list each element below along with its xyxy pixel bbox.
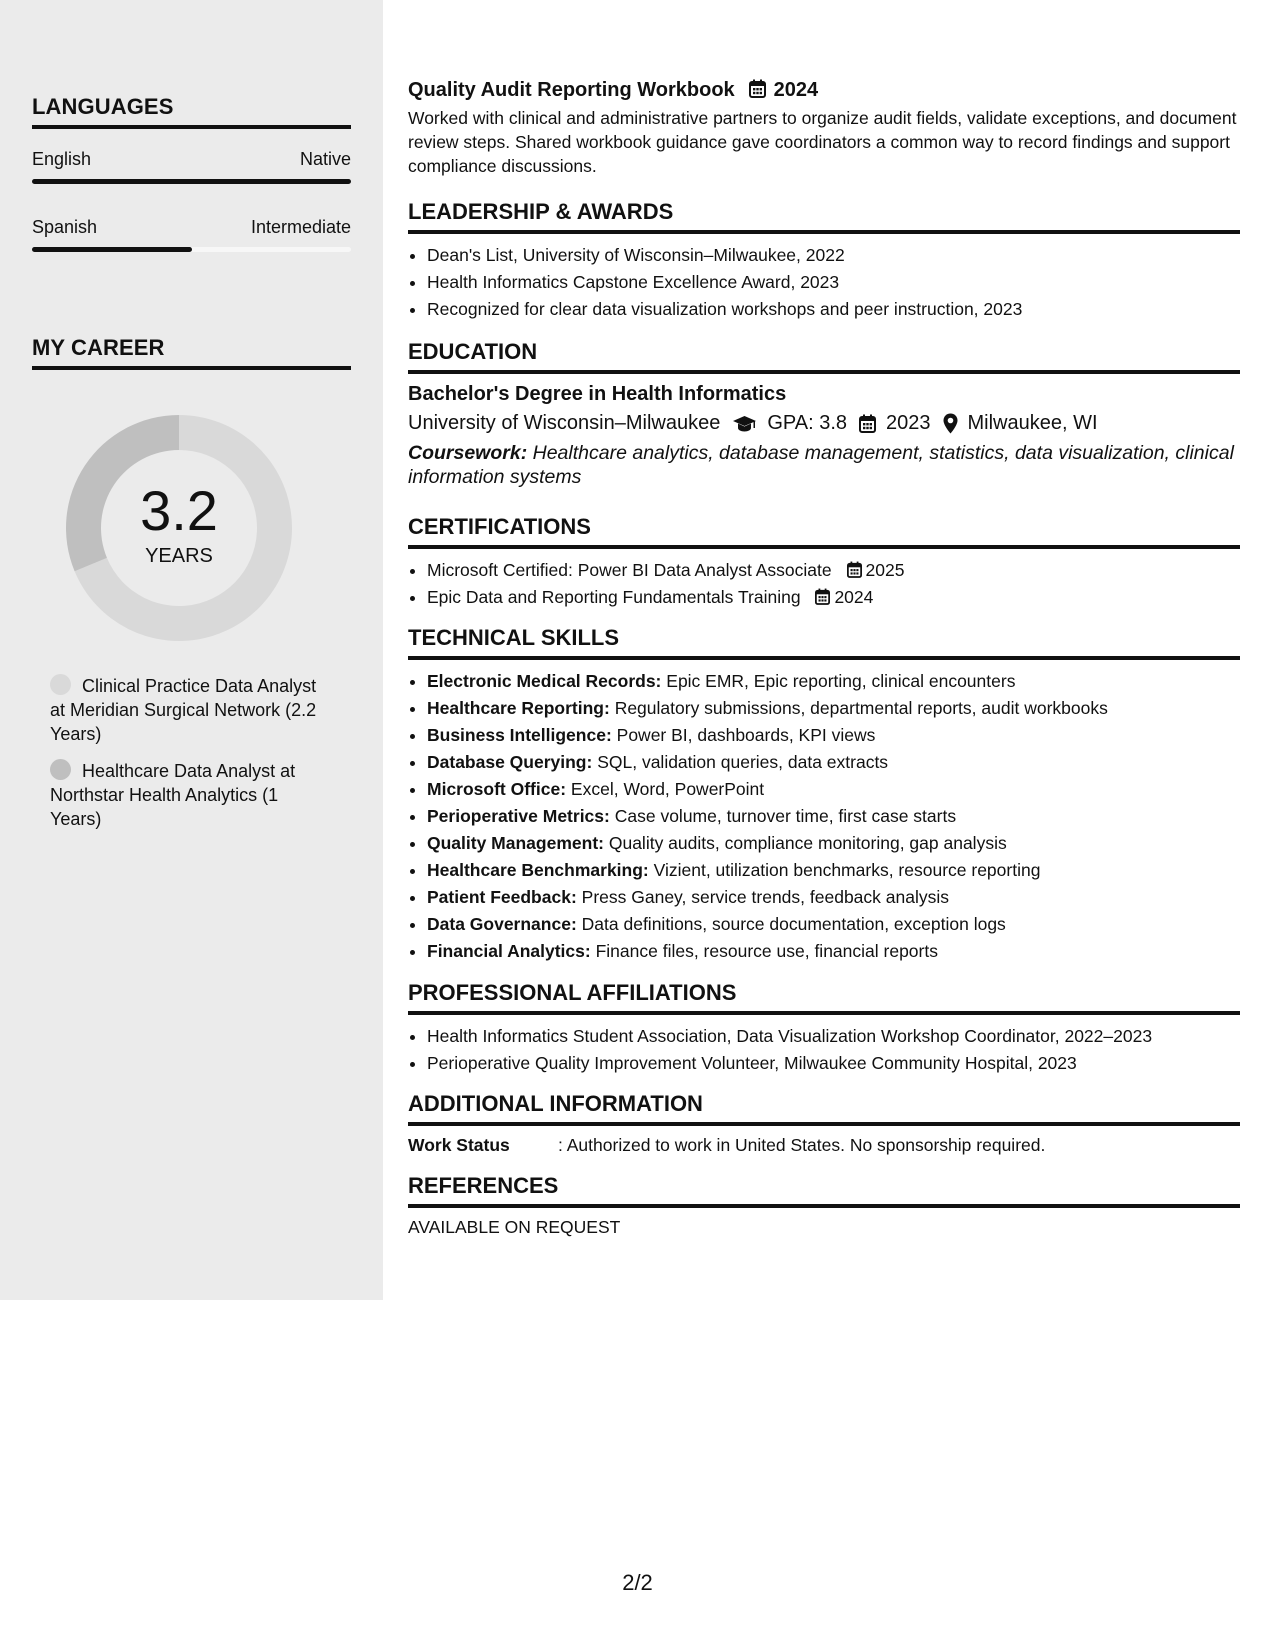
list-item: • Recognized for clear data visualization workshops and peer instruction, 2023 xyxy=(427,296,1240,323)
skills-heading: TECHNICAL SKILLS xyxy=(408,625,1240,660)
skill-label: Microsoft Office: xyxy=(427,779,567,799)
project-title: Quality Audit Reporting Workbook xyxy=(408,79,735,101)
calendar-icon xyxy=(815,587,830,607)
skill-value: Finance files, resource use, financial reports xyxy=(595,941,938,961)
affiliations-section xyxy=(408,980,1240,1077)
skill-label: Healthcare Benchmarking: xyxy=(427,860,649,880)
language-proficiency-fill xyxy=(32,179,351,184)
language-proficiency-fill xyxy=(32,247,192,252)
career-total-value: 3.2 xyxy=(140,478,218,542)
page-number: 2/2 xyxy=(622,1570,653,1595)
certifications-heading: CERTIFICATIONS xyxy=(408,514,1240,549)
skill-value: SQL, validation queries, data extracts xyxy=(597,752,889,772)
project-year: 2024 xyxy=(773,79,819,101)
skill-label: Electronic Medical Records: xyxy=(427,671,662,691)
sidebar xyxy=(0,0,383,1300)
skill-value: Quality audits, compliance monitoring, gap analysis xyxy=(608,833,1007,853)
career-legend-item xyxy=(50,759,320,831)
education-coursework xyxy=(408,441,1240,489)
skill-label: Perioperative Metrics: xyxy=(427,806,610,826)
education-degree: Bachelor's Degree in Health Informatics xyxy=(408,383,787,405)
certification-year: 2025 xyxy=(865,560,905,580)
language-proficiency-bar xyxy=(32,247,351,252)
skills-list xyxy=(408,668,1240,965)
skill-label: Business Intelligence: xyxy=(427,725,612,745)
list-item: • Health Informatics Student Association, Data Visualization Workshop Coordinator, 2022–2023 xyxy=(427,1023,1240,1050)
skill-value: Case volume, turnover time, first case starts xyxy=(614,806,957,826)
certification-name: Epic Data and Reporting Fundamentals Training xyxy=(427,587,801,607)
skill-value: Epic EMR, Epic reporting, clinical encounters xyxy=(666,671,1016,691)
skill-label: Patient Feedback: xyxy=(427,887,577,907)
project-description: Worked with clinical and administrative partners to organize audit fields, validate exceptions, and document review steps. Shared workbook guidance gave coordinators a common way to record findings and support compliance discussions. xyxy=(408,108,1237,176)
references-heading: REFERENCES xyxy=(408,1173,1240,1208)
language-name: English xyxy=(32,149,92,169)
skill-label: Healthcare Reporting: xyxy=(427,698,610,718)
education-gpa: GPA: 3.8 xyxy=(767,412,847,434)
skill-label: Database Querying: xyxy=(427,752,593,772)
additional-info-heading: ADDITIONAL INFORMATION xyxy=(408,1091,1240,1126)
legend-swatch xyxy=(50,674,71,695)
skill-value: Regulatory submissions, departmental reports, audit workbooks xyxy=(614,698,1108,718)
list-item xyxy=(427,584,1240,611)
list-item: • Perioperative Quality Improvement Volunteer, Milwaukee Community Hospital, 2023 xyxy=(427,1050,1240,1077)
career-legend xyxy=(50,674,320,831)
education-heading: EDUCATION xyxy=(408,339,1240,374)
affiliations-heading: PROFESSIONAL AFFILIATIONS xyxy=(408,980,1240,1015)
leadership-heading: LEADERSHIP & AWARDS xyxy=(408,199,1240,234)
work-status-value: : Authorized to work in United States. No sponsorship required. xyxy=(558,1135,1046,1155)
skills-section xyxy=(408,625,1240,965)
education-section xyxy=(408,339,1240,489)
graduation-cap-icon xyxy=(732,415,757,433)
skill-item xyxy=(427,749,1240,776)
list-item: • Dean's List, University of Wisconsin–Milwaukee, 2022 xyxy=(427,242,1240,269)
language-item xyxy=(32,149,351,184)
coursework-label: Coursework: xyxy=(408,442,528,464)
list-item: • Health Informatics Capstone Excellence Award, 2023 xyxy=(427,269,1240,296)
skill-item xyxy=(427,857,1240,884)
legend-swatch xyxy=(50,759,71,780)
skill-item xyxy=(427,830,1240,857)
language-item xyxy=(32,217,351,252)
references-text: AVAILABLE ON REQUEST xyxy=(408,1217,621,1237)
certification-name: Microsoft Certified: Power BI Data Analyst Associate xyxy=(427,560,832,580)
career-section xyxy=(32,335,351,370)
skill-item xyxy=(427,668,1240,695)
skill-item xyxy=(427,695,1240,722)
map-pin-icon xyxy=(943,413,958,434)
certifications-section xyxy=(408,514,1240,611)
languages-heading: LANGUAGES xyxy=(32,94,351,129)
skill-item xyxy=(427,722,1240,749)
skill-value: Data definitions, source documentation, exception logs xyxy=(581,914,1006,934)
career-donut-chart xyxy=(66,415,292,641)
career-heading: MY CAREER xyxy=(32,335,351,370)
skill-value: Power BI, dashboards, KPI views xyxy=(616,725,876,745)
career-legend-item xyxy=(50,674,320,746)
language-level: Native xyxy=(299,149,351,169)
language-level: Intermediate xyxy=(250,217,351,237)
work-status-label: Work Status xyxy=(408,1135,510,1155)
list-item xyxy=(427,557,1240,584)
skill-item xyxy=(427,911,1240,938)
skill-item xyxy=(427,803,1240,830)
skill-value: Press Ganey, service trends, feedback analysis xyxy=(581,887,950,907)
skill-label: Financial Analytics: xyxy=(427,941,591,961)
language-proficiency-bar xyxy=(32,179,351,184)
skill-item xyxy=(427,884,1240,911)
certification-year: 2024 xyxy=(834,587,874,607)
skill-item xyxy=(427,776,1240,803)
additional-info-section xyxy=(408,1091,1240,1156)
skill-label: Quality Management: xyxy=(427,833,604,853)
leadership-section xyxy=(408,199,1240,323)
career-legend-label: Clinical Practice Data Analyst at Meridian Surgical Network (2.2 Years) xyxy=(50,676,317,744)
education-location: Milwaukee, WI xyxy=(967,412,1098,434)
skill-value: Vizient, utilization benchmarks, resource reporting xyxy=(653,860,1041,880)
skill-label: Data Governance: xyxy=(427,914,577,934)
calendar-icon xyxy=(859,414,876,433)
calendar-icon xyxy=(749,79,766,102)
languages-section xyxy=(32,94,351,252)
skill-value: Excel, Word, PowerPoint xyxy=(570,779,765,799)
education-year: 2023 xyxy=(886,412,931,434)
career-legend-label: Healthcare Data Analyst at Northstar Health Analytics (1 Years) xyxy=(50,761,296,829)
education-school: University of Wisconsin–Milwaukee xyxy=(408,412,721,434)
coursework-text: Healthcare analytics, database management, statistics, data visualization, clinical information systems xyxy=(408,442,1234,488)
project-entry xyxy=(408,79,1240,178)
references-section xyxy=(408,1173,1240,1238)
language-name: Spanish xyxy=(32,217,98,237)
calendar-icon xyxy=(847,560,862,580)
career-total-unit: YEARS xyxy=(145,544,213,567)
skill-item xyxy=(427,938,1240,965)
